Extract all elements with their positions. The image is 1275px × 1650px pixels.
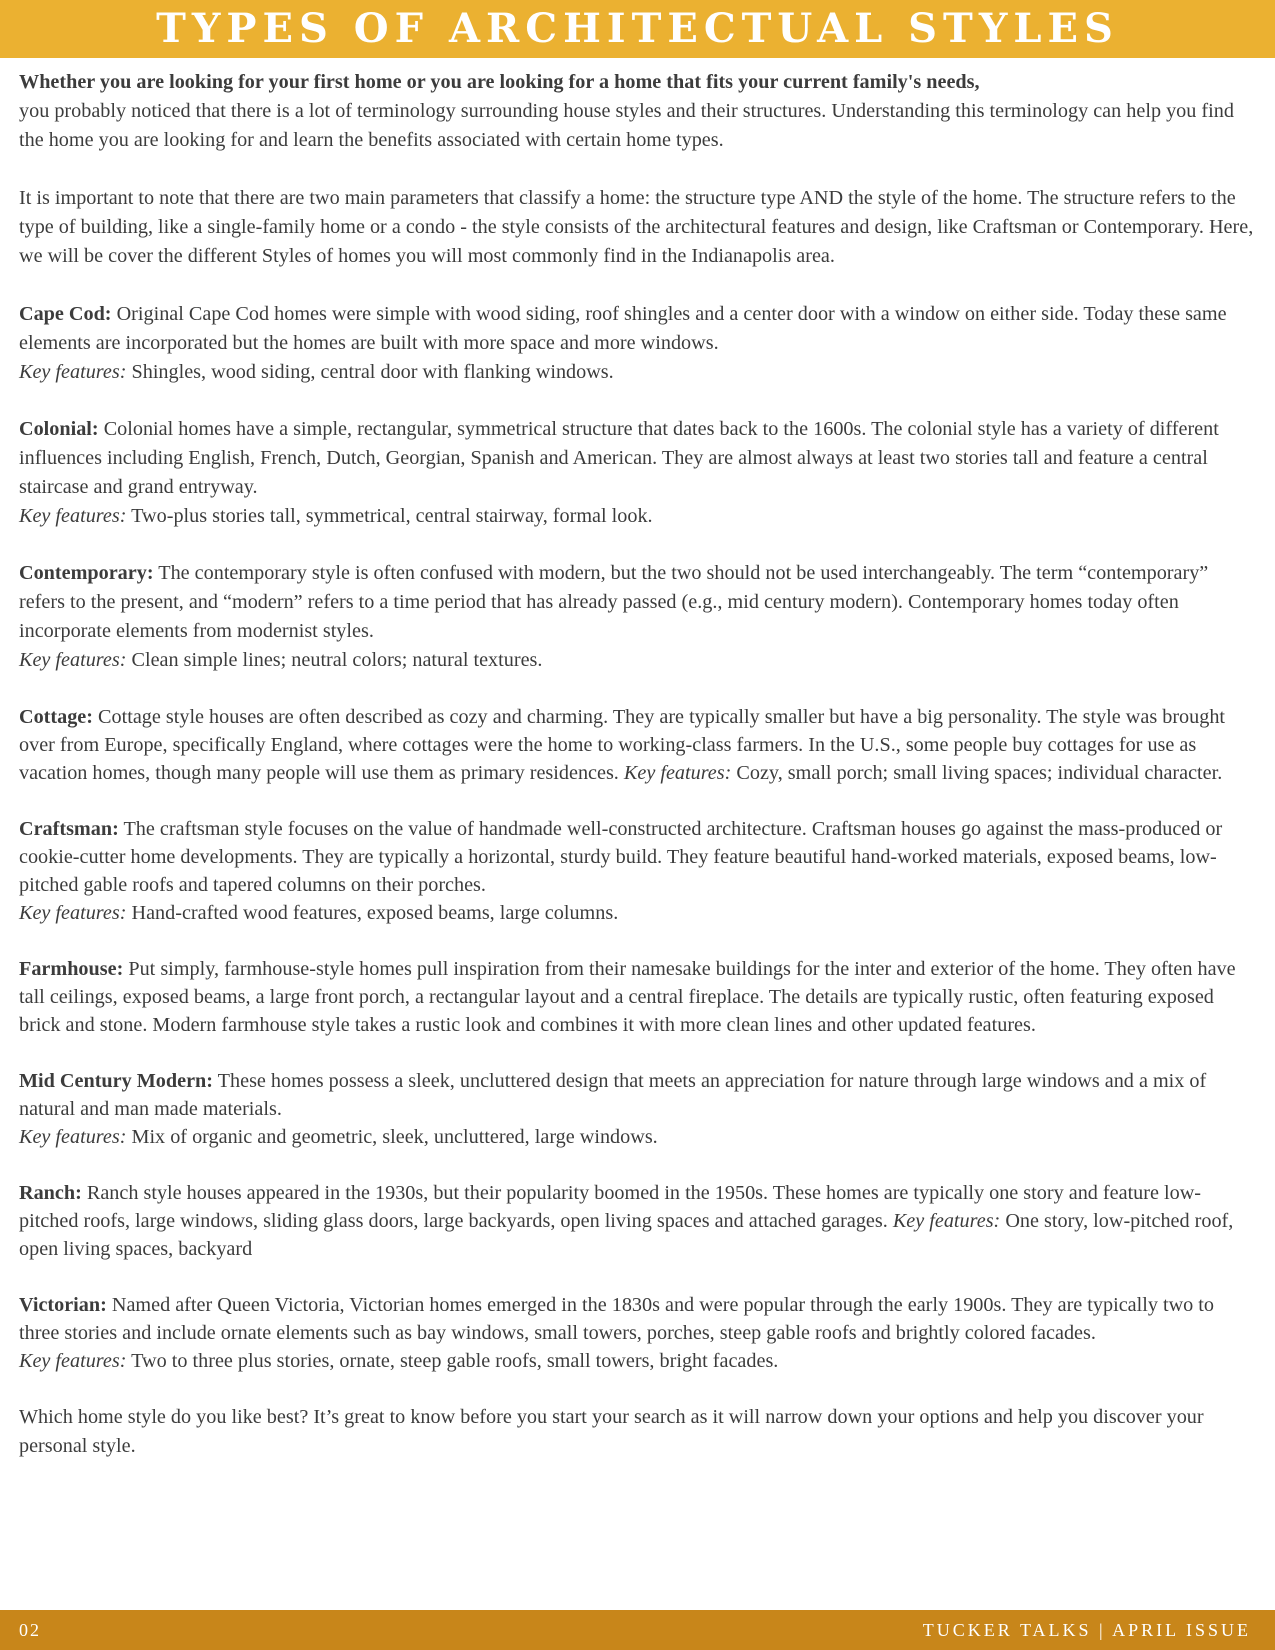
- style-description: The contemporary style is often confused with modern, but the two should not be used interchangeably. The term “contemporary” refers to the present, and “modern” refers to a time period that has already passed (e.g., mid century modern). Contemporary homes today often incorporate elements from modernist styles.: [19, 562, 1209, 642]
- key-features: Two-plus stories tall, symmetrical, central stairway, formal look.: [126, 505, 653, 527]
- footer-bar: [0, 1610, 1275, 1650]
- style-name: Cottage:: [19, 706, 93, 728]
- style-description: These homes possess a sleek, uncluttered design that meets an appreciation for nature through large windows and a mix of natural and man made materials.: [19, 1070, 1207, 1120]
- style-description: The craftsman style focuses on the value of handmade well-constructed architecture. Craftsman houses go against the mass-produced or cookie-cutter home developments. They are typically a horizontal, sturdy build. They feature beautiful hand-worked materials, exposed beams, low-pitched gable roofs and tapered columns on their porches.: [19, 818, 1223, 896]
- style-farmhouse: [19, 955, 1259, 1039]
- style-name: Contemporary:: [19, 562, 154, 584]
- style-colonial: [19, 415, 1259, 531]
- article-body: [19, 68, 1259, 1461]
- key-features-label: Key features:: [892, 1210, 1001, 1232]
- intro-paragraph-2: It is important to note that there are two main parameters that classify a home: the structure type AND the style of the home. The structure refers to the type of building, like a single-family home or a condo - the style consists of the architectural features and design, like Craftsman or Contemporary. Here, we will be cover the different Styles of homes you will most commonly find in the Indianapolis area.: [19, 187, 1254, 267]
- key-features: Hand-crafted wood features, exposed beams, large columns.: [126, 902, 619, 924]
- style-description: Cottage style houses are often described as cozy and charming. They are typically smaller but have a big personality. The style was brought over from Europe, specifically England, where cottages were the home to working-class farmers. In the U.S., some people buy cottages for use as vacation homes, though many people will use them as primary residences.: [19, 706, 1226, 784]
- style-description: Put simply, farmhouse-style homes pull inspiration from their namesake buildings for the inter and exterior of the home. They often have tall ceilings, exposed beams, a large front porch, a rectangular layout and a central fireplace. The details are typically rustic, often featuring exposed brick and stone. Modern farmhouse style takes a rustic look and combines it with more clean lines and other updated features.: [19, 958, 1236, 1036]
- style-name: Victorian:: [19, 1294, 107, 1316]
- key-features-label: Key features:: [19, 649, 127, 671]
- key-features-label: Key features:: [19, 505, 127, 527]
- intro-paragraph: [19, 68, 1259, 155]
- style-victorian: [19, 1291, 1259, 1375]
- issue-label: TUCKER TALKS | APRIL ISSUE: [922, 1620, 1251, 1640]
- key-features: Two to three plus stories, ornate, steep gable roofs, small towers, bright facades.: [126, 1350, 779, 1372]
- key-features-label: Key features:: [19, 361, 127, 383]
- style-craftsman: [19, 815, 1259, 927]
- page-number: 02: [19, 1620, 41, 1640]
- key-features: One story, low-pitched roof, open living spaces, backyard: [19, 1210, 1234, 1260]
- style-name: Ranch:: [19, 1182, 82, 1204]
- intro-lead: Whether you are looking for your first home or you are looking for a home that fits your current family's needs,: [19, 71, 980, 93]
- key-features: Cozy, small porch; small living spaces; individual character.: [731, 762, 1223, 784]
- key-features: Mix of organic and geometric, sleek, uncluttered, large windows.: [126, 1126, 658, 1148]
- page-title: TYPES OF ARCHITECTUAL STYLES: [156, 5, 1119, 52]
- style-ranch: [19, 1179, 1259, 1263]
- style-cape-cod: [19, 300, 1259, 387]
- style-mid-century-modern: [19, 1067, 1259, 1151]
- style-name: Cape Cod:: [19, 303, 112, 325]
- key-features: Shingles, wood siding, central door with flanking windows.: [126, 361, 614, 383]
- key-features-label: Key features:: [19, 1350, 127, 1372]
- header-banner: [0, 0, 1275, 58]
- style-name: Farmhouse:: [19, 958, 124, 980]
- style-description: Colonial homes have a simple, rectangular, symmetrical structure that dates back to the 1600s. The colonial style has a variety of different influences including English, French, Dutch, Georgian, Spanish and American. They are almost always at least two stories tall and feature a central staircase and grand entryway.: [19, 418, 1219, 498]
- key-features-label: Key features:: [623, 762, 732, 784]
- style-name: Mid Century Modern:: [19, 1070, 213, 1092]
- intro-text: you probably noticed that there is a lot of terminology surrounding house styles and their structures. Understanding this terminology can help you find the home you are looking for and learn the benefits associated with certain home types.: [19, 100, 1234, 151]
- style-description: Ranch style houses appeared in the 1930s, but their popularity boomed in the 1950s. These homes are typically one story and feature low-pitched roofs, large windows, sliding glass doors, large backyards, open living spaces and attached garages.: [19, 1182, 1202, 1232]
- style-cottage: [19, 703, 1259, 787]
- style-name: Colonial:: [19, 418, 99, 440]
- style-description: Original Cape Cod homes were simple with wood siding, roof shingles and a center door with a window on either side. Today these same elements are incorporated but the homes are built with more space and more windows.: [19, 303, 1227, 354]
- closing-paragraph: Which home style do you like best? It’s great to know before you start your search as it will narrow down your options and help you discover your personal style.: [19, 1406, 1204, 1457]
- style-name: Craftsman:: [19, 818, 119, 840]
- style-contemporary: [19, 559, 1259, 675]
- key-features-label: Key features:: [19, 1126, 127, 1148]
- key-features: Clean simple lines; neutral colors; natural textures.: [126, 649, 543, 671]
- style-description: Named after Queen Victoria, Victorian homes emerged in the 1830s and were popular through the early 1900s. They are typically two to three stories and include ornate elements such as bay windows, small towers, porches, steep gable roofs and brightly colored facades.: [19, 1294, 1215, 1344]
- key-features-label: Key features:: [19, 902, 127, 924]
